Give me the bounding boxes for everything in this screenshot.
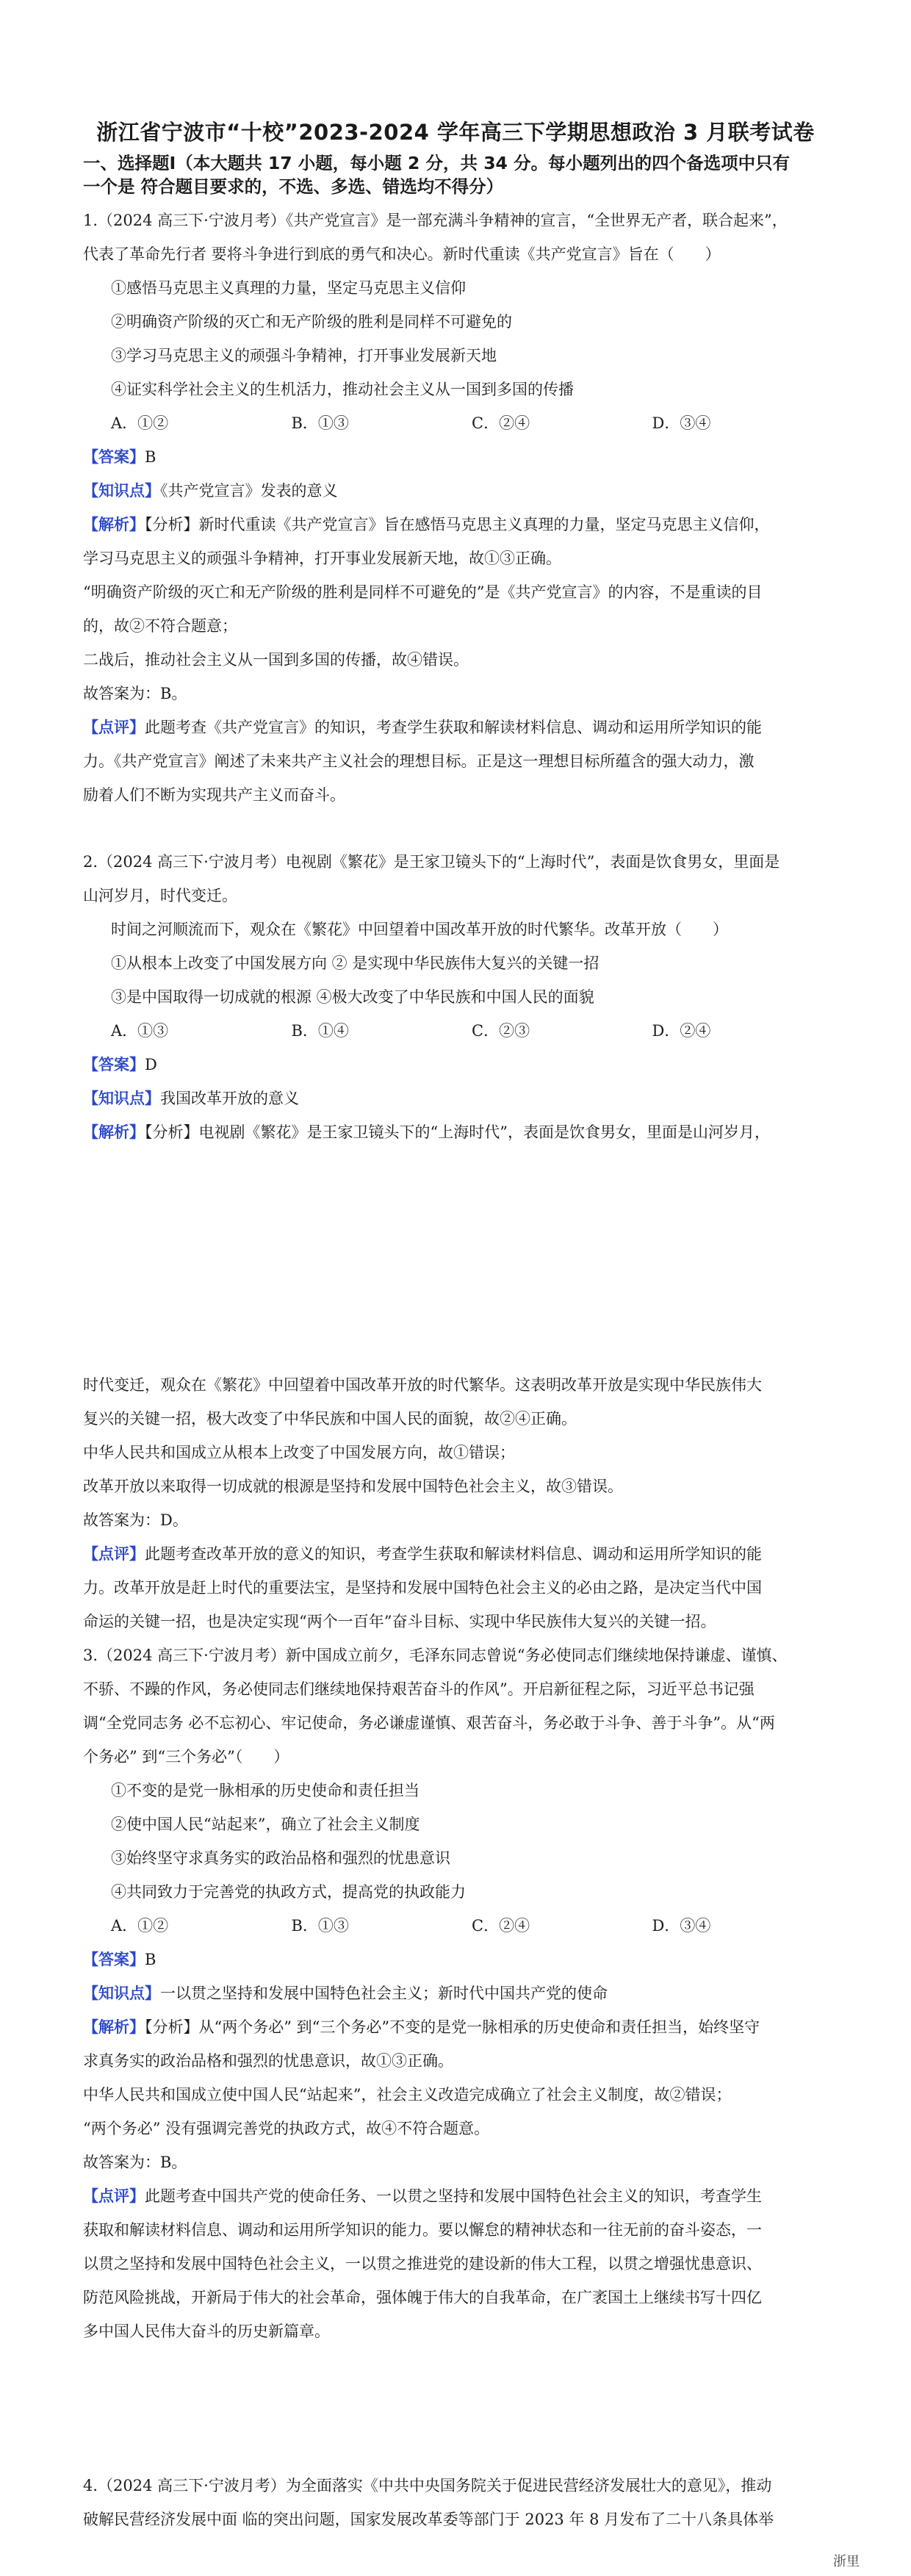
option-c: C．②④ <box>472 1917 530 1935</box>
answer-line <box>83 1048 832 1082</box>
page-footer: 浙里 <box>833 2554 860 2569</box>
analysis-line: 故答案为：B。 <box>83 2154 187 2171</box>
comment-line <box>83 2179 832 2213</box>
analysis-line: 故答案为：B。 <box>83 685 187 702</box>
question-2 <box>83 845 832 1149</box>
question-stem: 调“全党同志务 必不忘初心、牢记使命，务必谦虚谨慎、艰苦奋斗，务必敢于斗争、善于斗争”。从“两 <box>83 1714 775 1732</box>
question-stem: 时间之河顺流而下，观众在《繁花》中回望着中国改革开放的时代繁华。改革开放（ ） <box>111 921 728 938</box>
analysis-line: 故答案为：D。 <box>83 1511 188 1529</box>
comment-line: 力。《共产党宣言》阐述了未来共产主义社会的理想目标。正是这一理想目标所蕴含的强大动力，激 <box>83 752 755 770</box>
answer-tag: 【答案】 <box>83 447 145 466</box>
answer-tag: 【答案】 <box>83 1950 145 1968</box>
comment-line: 力。改革开放是赶上时代的重要法宝，是坚持和发展中国特色社会主义的必由之路，是决定当代中国 <box>83 1579 762 1597</box>
analysis-line <box>83 508 832 542</box>
analysis-line: 二战后，推动社会主义从一国到多国的传播，故④错误。 <box>83 651 469 669</box>
option-d: D．③④ <box>652 414 711 432</box>
question-4 <box>83 2469 832 2536</box>
question-1 <box>83 204 832 812</box>
analysis-text: 【分析】电视剧《繁花》是王家卫镜头下的“上海时代”，表面是饮食男女，里面是山河岁月， <box>145 1123 770 1141</box>
comment-line <box>83 1537 832 1571</box>
answer-line <box>83 440 832 474</box>
statement: ③是中国取得一切成就的根源 ④极大改变了中华民族和中国人民的面貌 <box>111 988 594 1006</box>
answer-value: D <box>145 1056 157 1073</box>
answer-options <box>83 1909 832 1943</box>
option-d: D．③④ <box>652 1917 711 1935</box>
answer-value: B <box>145 448 156 466</box>
analysis-line: “两个务必” 没有强调完善党的执政方式，故④不符合题意。 <box>83 2120 490 2137</box>
option-c: C．②③ <box>472 1022 530 1040</box>
statement: ④证实科学社会主义的生机活力，推动社会主义从一国到多国的传播 <box>111 381 574 398</box>
analysis-line: 时代变迁，观众在《繁花》中回望着中国改革开放的时代繁华。这表明改革开放是实现中华民族伟大 <box>83 1376 762 1394</box>
knowledge-point <box>83 1082 832 1115</box>
analysis-tag: 【解析】 <box>83 2018 145 2036</box>
question-stem: 4.（2024 高三下·宁波月考）为全面落实《中共中央国务院关于促进民营经济发展壮大的意见》，推动 <box>83 2477 772 2494</box>
knowledge-text: 《共产党宣言》发表的意义 <box>160 482 338 500</box>
option-a: A．①③ <box>111 1022 169 1040</box>
answer-value: B <box>145 1951 156 1968</box>
knowledge-tag: 【知识点】 <box>83 1984 160 2002</box>
question-stem: 破解民营经济发展中面 临的突出问题，国家发展改革委等部门于 2023 年 8 月发布了二十八条具体举 <box>83 2511 774 2528</box>
knowledge-tag: 【知识点】 <box>83 481 160 500</box>
question-stem: 3.（2024 高三下·宁波月考）新中国成立前夕，毛泽东同志曾说“务必使同志们继续地保持谦虚、谨慎、 <box>83 1647 788 1664</box>
option-d: D．②④ <box>652 1022 711 1040</box>
question-3 <box>83 1638 832 2348</box>
statement: ①感悟马克思主义真理的力量，坚定马克思主义信仰 <box>111 279 466 297</box>
comment-text: 此题考查《共产党宣言》的知识，考查学生获取和解读材料信息、调动和运用所学知识的能 <box>145 719 762 736</box>
analysis-line: 中华人民共和国成立使中国人民“站起来”，社会主义改造完成确立了社会主义制度，故②错误； <box>83 2086 732 2104</box>
statement: ②明确资产阶级的灭亡和无产阶级的胜利是同样不可避免的 <box>111 313 512 331</box>
comment-text: 此题考查改革开放的意义的知识，考查学生获取和解读材料信息、调动和运用所学知识的能 <box>145 1545 762 1563</box>
option-a: A．①② <box>111 1917 169 1935</box>
analysis-line: 改革开放以来取得一切成就的根源是坚持和发展中国特色社会主义，故③错误。 <box>83 1478 623 1495</box>
question-stem: 代表了革命先行者 要将斗争进行到底的勇气和决心。新时代重读《共产党宣言》旨在（ ） <box>83 245 721 263</box>
analysis-line: 求真务实的政治品格和强烈的忧患意识，故①③正确。 <box>83 2052 453 2070</box>
analysis-text: 【分析】从“两个务必” 到“三个务必”不变的是党一脉相承的历史使命和责任担当，始终坚守 <box>145 2018 760 2036</box>
question-stem: 山河岁月，时代变迁。 <box>83 887 237 904</box>
statement: ②使中国人民“站起来”，确立了社会主义制度 <box>111 1816 420 1833</box>
statement: ④共同致力于完善党的执政方式，提高党的执政能力 <box>111 1883 466 1901</box>
knowledge-text: 一以贯之坚持和发展中国特色社会主义；新时代中国共产党的使命 <box>160 1985 608 2002</box>
comment-line: 防范风险挑战，开新局于伟大的社会革命，强体魄于伟大的自我革命，在广袤国土上继续书写十四亿 <box>83 2289 762 2306</box>
knowledge-point <box>83 1976 832 2010</box>
comment-line: 励着人们不断为实现共产主义而奋斗。 <box>83 786 345 804</box>
analysis-text: 【分析】新时代重读《共产党宣言》旨在感悟马克思主义真理的力量，坚定马克思主义信仰， <box>145 516 770 533</box>
analysis-line <box>83 1115 832 1149</box>
statement: ①从根本上改变了中国发展方向 ② 是实现中华民族伟大复兴的关键一招 <box>111 954 599 972</box>
page-title: 浙江省宁波市“十校”2023-2024 学年高三下学期思想政治 3 月联考试卷 <box>96 120 815 145</box>
section-heading-line: 一、选择题Ⅰ（本大题共 17 小题，每小题 2 分，共 34 分。每小题列出的四个备选项中只有 <box>83 153 791 173</box>
statement: ①不变的是党一脉相承的历史使命和责任担当 <box>111 1782 420 1799</box>
knowledge-point <box>83 474 832 508</box>
question-stem: 2.（2024 高三下·宁波月考）电视剧《繁花》是王家卫镜头下的“上海时代”，表面是饮食男女，里面是 <box>83 853 780 871</box>
comment-line: 多中国人民伟大奋斗的历史新篇章。 <box>83 2323 330 2340</box>
knowledge-text: 我国改革开放的意义 <box>160 1090 299 1107</box>
question-stem: 1.（2024 高三下·宁波月考）《共产党宣言》是一部充满斗争精神的宣言，“全世界无产者，联合起来”， <box>83 212 788 229</box>
analysis-tag: 【解析】 <box>83 1123 145 1141</box>
analysis-line: “明确资产阶级的灭亡和无产阶级的胜利是同样不可避免的”是《共产党宣言》的内容，不是重读的目 <box>83 583 763 601</box>
answer-options <box>83 406 832 440</box>
analysis-line: 的，故②不符合题意； <box>83 617 237 635</box>
option-b: B．①③ <box>291 414 349 432</box>
comment-line: 获取和解读材料信息、调动和运用所学知识的能力。要以懈怠的精神状态和一往无前的奋斗姿态，一 <box>83 2221 762 2239</box>
analysis-line: 中华人民共和国成立从根本上改变了中国发展方向，故①错误； <box>83 1444 515 1461</box>
option-c: C．②④ <box>472 414 530 432</box>
comment-line <box>83 710 832 744</box>
section-heading-line: 一个是 符合题目要求的，不选、多选、错选均不得分） <box>83 176 504 197</box>
option-b: B．①③ <box>291 1917 349 1935</box>
option-a: A．①② <box>111 414 169 432</box>
answer-line <box>83 1943 832 1976</box>
analysis-line: 学习马克思主义的顽强斗争精神，打开事业发展新天地，故①③正确。 <box>83 550 561 567</box>
question-stem: 个务必” 到“三个务必”（ ） <box>83 1748 289 1766</box>
statement: ③学习马克思主义的顽强斗争精神，打开事业发展新天地 <box>111 347 497 364</box>
analysis-tag: 【解析】 <box>83 515 145 533</box>
comment-line: 命运的关键一招，也是决定实现“两个一百年”奋斗目标、实现中华民族伟大复兴的关键一招。 <box>83 1613 716 1630</box>
comment-line: 以贯之坚持和发展中国特色社会主义，一以贯之推进党的建设新的伟大工程，以贯之增强忧患意识、 <box>83 2255 762 2273</box>
question-stem: 不骄、不躁的作风，务必使同志们继续地保持艰苦奋斗的作风”。开启新征程之际，习近平总书记强 <box>83 1680 755 1698</box>
option-b: B．①④ <box>291 1022 349 1040</box>
question-2-continued <box>83 1368 832 1638</box>
comment-tag: 【点评】 <box>83 1544 145 1563</box>
answer-options <box>83 1014 832 1048</box>
section-heading <box>83 151 832 198</box>
comment-tag: 【点评】 <box>83 2187 145 2205</box>
analysis-line: 复兴的关键一招，极大改变了中华民族和中国人民的面貌，故②④正确。 <box>83 1410 577 1428</box>
comment-tag: 【点评】 <box>83 718 145 736</box>
comment-text: 此题考查中国共产党的使命任务、一以贯之坚持和发展中国特色社会主义的知识，考查学生 <box>145 2187 762 2205</box>
answer-tag: 【答案】 <box>83 1055 145 1073</box>
knowledge-tag: 【知识点】 <box>83 1089 160 1107</box>
analysis-line <box>83 2010 832 2044</box>
statement: ③始终坚守求真务实的政治品格和强烈的忧患意识 <box>111 1849 450 1867</box>
